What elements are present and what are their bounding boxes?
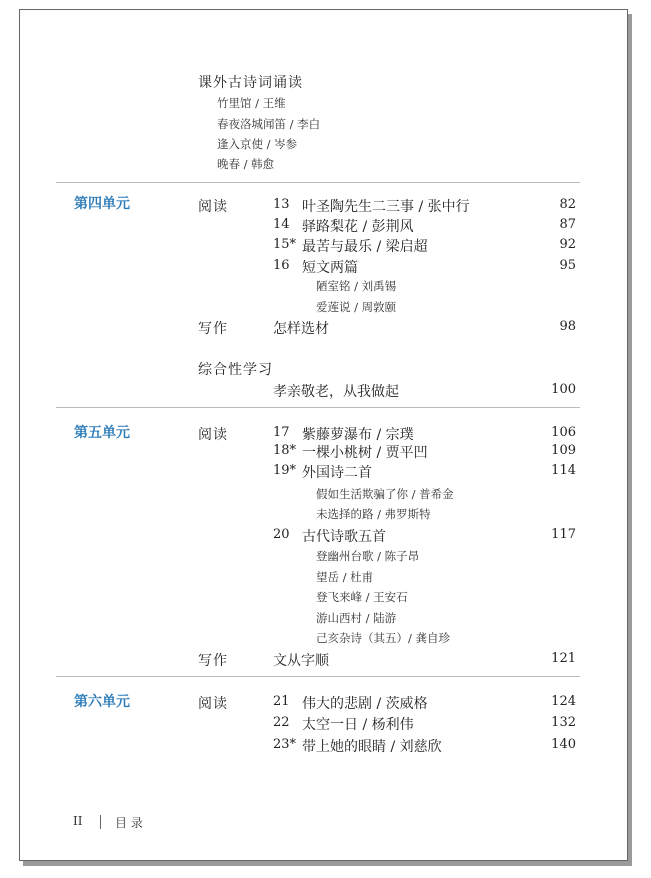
sub-lesson-title: 游山西村 / 陆游 [316,611,397,625]
sub-lesson-title: 爱莲说 / 周敦颐 [316,300,397,314]
reading-label: 阅读 [198,427,228,443]
section-divider [56,676,580,677]
sub-lesson-title: 陋室铭 / 刘禹锡 [316,279,397,293]
footer-page-number: II [73,814,83,828]
page-number: 95 [559,258,576,273]
lesson-title: 紫藤萝瀑布 / 宗璞 [302,427,414,443]
lesson-number: 22 [273,715,290,730]
extra-reading-heading: 课外古诗词诵读 [198,75,303,91]
page-number: 100 [551,382,576,397]
reading-label: 阅读 [198,696,228,712]
lesson-title: 最苦与最乐 / 梁启超 [302,239,428,255]
poem-item: 春夜洛城闻笛 / 李白 [217,117,321,131]
lesson-title: 带上她的眼睛 / 刘慈欣 [302,739,442,755]
lesson-title: 古代诗歌五首 [302,529,386,545]
sub-lesson-title: 登幽州台歌 / 陈子昂 [316,549,420,563]
section-divider [56,182,580,183]
unit-6-label: 第六单元 [74,694,130,710]
page-number: 117 [551,527,576,542]
lesson-title: 驿路梨花 / 彭荆风 [302,219,414,235]
page-number: 82 [559,197,576,212]
poem-item: 晚春 / 韩愈 [217,157,275,171]
lesson-title: 一棵小桃树 / 贾平凹 [302,445,428,461]
writing-title: 怎样选材 [273,321,329,337]
lesson-number: 19* [273,463,297,478]
lesson-number: 21 [273,694,290,709]
page-number: 114 [551,463,576,478]
lesson-title: 短文两篇 [302,260,358,276]
unit-4-label: 第四单元 [74,196,130,212]
lesson-number: 23* [273,737,297,752]
sub-lesson-title: 假如生活欺骗了你 / 普希金 [316,487,454,501]
page-number: 121 [551,651,576,666]
lesson-title: 太空一日 / 杨利伟 [302,717,414,733]
lesson-number: 13 [273,197,290,212]
writing-title: 文从字顺 [273,653,329,669]
page-number: 132 [551,715,576,730]
lesson-number: 17 [273,425,290,440]
lesson-title: 叶圣陶先生二三事 / 张中行 [302,199,470,215]
footer-divider [100,815,101,829]
sub-lesson-title: 己亥杂诗（其五）/ 龚自珍 [316,631,451,645]
lesson-number: 20 [273,527,290,542]
page-number: 87 [559,217,576,232]
page-number: 109 [551,443,576,458]
section-divider [56,407,580,408]
lesson-number: 15* [273,237,297,252]
sub-lesson-title: 望岳 / 杜甫 [316,570,374,584]
integrated-learning-title: 孝亲敬老，从我做起 [273,384,399,400]
page-number: 98 [559,319,576,334]
writing-label: 写作 [198,321,228,337]
unit-5-label: 第五单元 [74,425,130,441]
page-number: 92 [559,237,576,252]
poem-item: 逢入京使 / 岑参 [217,137,298,151]
page-number: 124 [551,694,576,709]
lesson-number: 18* [273,443,297,458]
footer-label: 目 录 [115,816,143,830]
reading-label: 阅读 [198,199,228,215]
lesson-number: 14 [273,217,290,232]
integrated-learning-label: 综合性学习 [198,362,273,378]
lesson-number: 16 [273,258,290,273]
poem-item: 竹里馆 / 王维 [217,96,286,110]
lesson-title: 伟大的悲剧 / 茨威格 [302,696,428,712]
writing-label: 写作 [198,653,228,669]
lesson-title: 外国诗二首 [302,465,372,481]
sub-lesson-title: 登飞来峰 / 王安石 [316,590,408,604]
page-number: 140 [551,737,576,752]
sub-lesson-title: 未选择的路 / 弗罗斯特 [316,507,431,521]
page-number: 106 [551,425,576,440]
